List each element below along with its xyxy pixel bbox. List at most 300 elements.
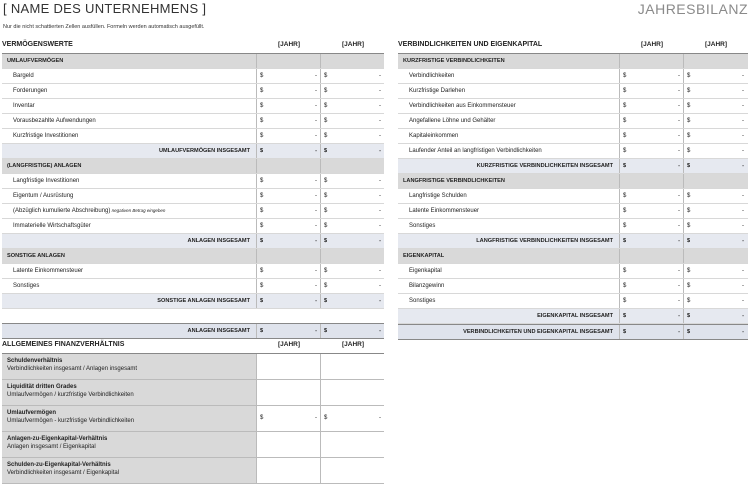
- line-item-row: [398, 264, 748, 279]
- ratio-value-cell: [320, 380, 385, 405]
- value-cell[interactable]: [619, 69, 684, 83]
- cell-value: -: [678, 118, 680, 124]
- line-item-row: [398, 99, 748, 114]
- section-header-row: [2, 249, 384, 264]
- label-text: Verbindlichkeiten: [409, 73, 455, 79]
- currency-symbol: $: [623, 163, 627, 169]
- label-text: Sonstiges: [409, 298, 436, 304]
- currency-symbol: $: [260, 88, 264, 94]
- value-cell: [256, 159, 321, 173]
- currency-symbol: $: [687, 329, 691, 335]
- currency-symbol: $: [324, 88, 328, 94]
- cell-value: -: [678, 193, 680, 199]
- cell-value: -: [379, 223, 381, 229]
- value-cell[interactable]: [619, 189, 684, 203]
- currency-symbol: $: [687, 223, 691, 229]
- cell-value: -: [379, 88, 381, 94]
- subtotal-row: [2, 234, 384, 249]
- currency-symbol: $: [623, 88, 627, 94]
- currency-symbol: $: [260, 223, 264, 229]
- value-cell: [320, 249, 385, 263]
- currency-symbol: $: [623, 329, 627, 335]
- line-item-label: [2, 279, 267, 293]
- year-header-1: [JAHR]: [277, 41, 301, 48]
- ratio-formula: Verbindlichkeiten insgesamt / Anlagen insgesamt: [7, 366, 138, 372]
- line-item-label: [398, 189, 630, 203]
- ratio-value-cell: [320, 432, 385, 457]
- line-item-row: [398, 84, 748, 99]
- cell-value: -: [742, 148, 744, 154]
- label-text: UMLAUFVERMÖGEN: [7, 58, 64, 64]
- value-cell[interactable]: [619, 204, 684, 218]
- grand-total-label: VERBINDLICHKEITEN UND EIGENKAPITAL INSGESAMT: [463, 329, 613, 335]
- ratio-value-cell: [256, 354, 321, 379]
- assets-panel: [2, 37, 384, 339]
- cell-value: -: [742, 238, 744, 244]
- cell-value: -: [742, 133, 744, 139]
- currency-symbol: $: [324, 73, 328, 79]
- value-cell[interactable]: [619, 264, 684, 278]
- line-item-row: [2, 189, 384, 204]
- ratio-formula: Verbindlichkeiten insgesamt / Eigenkapital: [7, 470, 120, 476]
- label-text: EIGENKAPITAL INSGESAMT: [537, 313, 613, 319]
- liabilities-panel: [398, 37, 748, 340]
- line-item-label: [398, 144, 630, 158]
- label-text: Verbindlichkeiten aus Einkommensteuer: [409, 103, 516, 109]
- ratio-name: Umlaufvermögen: [7, 410, 57, 416]
- cell-value: -: [379, 133, 381, 139]
- line-item-row: [398, 114, 748, 129]
- line-item-label: [2, 189, 267, 203]
- ratios-header: [2, 337, 384, 354]
- value-cell[interactable]: [619, 144, 684, 158]
- instruction-note: Nur die nicht schattierten Zellen ausfüllen. Formeln werden automatisch ausgefüllt.: [3, 24, 205, 30]
- value-cell[interactable]: [320, 264, 385, 278]
- ratio-label: [2, 380, 256, 405]
- spacer-row: [2, 309, 384, 323]
- line-item-row: [398, 219, 748, 234]
- value-cell[interactable]: [256, 204, 321, 218]
- ratio-label: [2, 354, 256, 379]
- currency-symbol: $: [687, 238, 691, 244]
- line-item-row: [2, 219, 384, 234]
- line-item-label: [398, 219, 630, 233]
- label-text: (LANGFRISTIGE) ANLAGEN: [7, 163, 82, 169]
- liabilities-header: [398, 37, 748, 54]
- cell-value: -: [678, 148, 680, 154]
- currency-symbol: $: [623, 118, 627, 124]
- value-cell: [683, 234, 748, 248]
- value-cell[interactable]: [683, 264, 748, 278]
- value-cell[interactable]: [256, 114, 321, 128]
- ratio-value-cell: [256, 432, 321, 457]
- year-header-2: [JAHR]: [341, 341, 365, 348]
- grand-total-row: [398, 324, 748, 340]
- label-text: Sonstiges: [409, 223, 436, 229]
- cell-value: -: [315, 208, 317, 214]
- value-cell[interactable]: [256, 174, 321, 188]
- cell-value: -: [742, 88, 744, 94]
- value-cell[interactable]: [256, 129, 321, 143]
- line-item-label: [2, 219, 267, 233]
- currency-symbol: $: [324, 238, 328, 244]
- cell-value: -: [315, 298, 317, 304]
- value-cell[interactable]: [683, 69, 748, 83]
- value-cell[interactable]: [256, 84, 321, 98]
- ratio-value-cell: [320, 458, 385, 483]
- currency-symbol: $: [687, 283, 691, 289]
- currency-symbol: $: [260, 415, 264, 421]
- label-text: LANGFRISTIGE VERBINDLICHKEITEN INSGESAMT: [476, 238, 613, 244]
- cell-value: -: [315, 193, 317, 199]
- value-cell[interactable]: [256, 69, 321, 83]
- cell-value: -: [678, 298, 680, 304]
- value-cell[interactable]: [619, 99, 684, 113]
- value-cell[interactable]: [619, 219, 684, 233]
- value-cell[interactable]: [320, 189, 385, 203]
- ratio-label: [2, 406, 256, 431]
- subtotal-label: [398, 159, 619, 173]
- section-header-row: [398, 54, 748, 69]
- section-label: [2, 159, 261, 173]
- line-item-row: [2, 84, 384, 99]
- cell-value: -: [678, 313, 680, 319]
- line-item-label: [398, 114, 630, 128]
- line-item-label: [2, 174, 267, 188]
- value-cell[interactable]: [256, 99, 321, 113]
- line-item-label: [2, 99, 267, 113]
- negative-amount-hint: negativen Betrag eingeben: [110, 208, 166, 213]
- line-item-row: [398, 189, 748, 204]
- value-cell[interactable]: [619, 279, 684, 293]
- label-text: Kurzfristige Darlehen: [409, 88, 466, 94]
- cell-value: -: [678, 163, 680, 169]
- subtotal-row: [2, 144, 384, 159]
- value-cell[interactable]: [619, 129, 684, 143]
- value-cell: [320, 54, 385, 68]
- line-item-row: [2, 129, 384, 144]
- currency-symbol: $: [260, 328, 264, 334]
- subtotal-label: [398, 234, 619, 248]
- value-cell: [256, 234, 321, 248]
- label-text: Laufender Anteil an langfristigen Verbindlichkeiten: [409, 148, 542, 154]
- currency-symbol: $: [324, 283, 328, 289]
- value-cell: [256, 324, 321, 338]
- cell-value: -: [315, 178, 317, 184]
- document-title: JAHRESBILANZ: [637, 1, 748, 17]
- value-cell: [256, 294, 321, 308]
- value-cell[interactable]: [320, 204, 385, 218]
- assets-header: [2, 37, 384, 54]
- currency-symbol: $: [687, 268, 691, 274]
- currency-symbol: $: [324, 223, 328, 229]
- currency-symbol: $: [324, 178, 328, 184]
- label-text: Vorausbezahlte Aufwendungen: [13, 118, 96, 124]
- value-cell: [619, 309, 684, 323]
- value-cell: [683, 159, 748, 173]
- label-text: KURZFRISTIGE VERBINDLICHKEITEN: [403, 58, 505, 64]
- ratio-row: [2, 458, 384, 484]
- value-cell[interactable]: [619, 294, 684, 308]
- subtotal-row: [2, 294, 384, 309]
- cell-value: -: [379, 268, 381, 274]
- currency-symbol: $: [687, 133, 691, 139]
- label-text: Eigenkapital: [409, 268, 442, 274]
- value-cell[interactable]: [683, 279, 748, 293]
- line-item-row: [2, 114, 384, 129]
- ratio-formula: Umlaufvermögen - kurzfristige Verbindlichkeiten: [7, 418, 135, 424]
- section-label: [2, 249, 261, 263]
- grand-total-label: ANLAGEN INSGESAMT: [187, 328, 250, 334]
- line-item-label: [398, 204, 630, 218]
- currency-symbol: $: [260, 238, 264, 244]
- line-item-row: [2, 279, 384, 294]
- currency-symbol: $: [623, 73, 627, 79]
- subtotal-label: [2, 294, 256, 308]
- value-cell[interactable]: [683, 294, 748, 308]
- subtotal-row: [398, 234, 748, 249]
- line-item-row: [2, 69, 384, 84]
- value-cell[interactable]: [320, 129, 385, 143]
- currency-symbol: $: [623, 148, 627, 154]
- cell-value: -: [315, 103, 317, 109]
- cell-value: -: [742, 223, 744, 229]
- liabilities-title: VERBINDLICHKEITEN UND EIGENKAPITAL: [398, 41, 543, 48]
- currency-symbol: $: [260, 298, 264, 304]
- line-item-row: [398, 204, 748, 219]
- cell-value: -: [678, 73, 680, 79]
- section-label: [398, 174, 624, 188]
- label-text: Immaterielle Wirtschaftsgüter: [13, 223, 91, 229]
- year-header-2: [JAHR]: [704, 41, 728, 48]
- value-cell[interactable]: [683, 114, 748, 128]
- currency-symbol: $: [324, 328, 328, 334]
- ratio-value-cell: [256, 380, 321, 405]
- currency-symbol: $: [324, 415, 328, 421]
- line-item-row: [398, 69, 748, 84]
- cell-value: -: [315, 283, 317, 289]
- line-item-label: [398, 69, 630, 83]
- value-cell: [256, 249, 321, 263]
- label-text: SONSTIGE ANLAGEN INSGESAMT: [157, 298, 250, 304]
- label-text: (Abzüglich kumulierte Abschreibung): [13, 208, 111, 214]
- currency-symbol: $: [260, 148, 264, 154]
- currency-symbol: $: [687, 298, 691, 304]
- cell-value: -: [678, 208, 680, 214]
- currency-symbol: $: [687, 208, 691, 214]
- line-item-label: [2, 129, 267, 143]
- subtotal-row: [398, 309, 748, 324]
- currency-symbol: $: [324, 268, 328, 274]
- ratio-name: Liquidität dritten Grades: [7, 384, 77, 390]
- value-cell[interactable]: [683, 129, 748, 143]
- cell-value: -: [742, 73, 744, 79]
- assets-title: VERMÖGENSWERTE: [2, 41, 73, 48]
- label-text: Eigentum / Ausrüstung: [13, 193, 74, 199]
- cell-value: -: [379, 298, 381, 304]
- value-cell: [619, 159, 684, 173]
- value-cell: [619, 234, 684, 248]
- currency-symbol: $: [623, 103, 627, 109]
- cell-value: -: [315, 118, 317, 124]
- ratio-row: [2, 406, 384, 432]
- line-item-label: [2, 204, 267, 218]
- cell-value: -: [742, 313, 744, 319]
- currency-symbol: $: [260, 283, 264, 289]
- cell-value: -: [742, 268, 744, 274]
- line-item-row: [398, 294, 748, 309]
- value-cell: [683, 309, 748, 323]
- value-cell[interactable]: [256, 264, 321, 278]
- label-text: ANLAGEN INSGESAMT: [187, 238, 250, 244]
- cell-value: -: [315, 133, 317, 139]
- value-cell: [683, 174, 748, 188]
- company-name[interactable]: [ NAME DES UNTERNEHMENS ]: [3, 1, 207, 16]
- year-header-1: [JAHR]: [640, 41, 664, 48]
- ratio-value-cell: [256, 458, 321, 483]
- value-cell: [683, 54, 748, 68]
- value-cell[interactable]: [320, 279, 385, 293]
- year-header-2: [JAHR]: [341, 41, 365, 48]
- ratio-row: [2, 380, 384, 406]
- label-text: Langfristige Schulden: [409, 193, 467, 199]
- cell-value: -: [678, 268, 680, 274]
- cell-value: -: [742, 118, 744, 124]
- currency-symbol: $: [260, 133, 264, 139]
- section-header-row: [398, 174, 748, 189]
- label-text: Kurzfristige Investitionen: [13, 133, 79, 139]
- line-item-label: [398, 84, 630, 98]
- ratio-row: [2, 354, 384, 380]
- value-cell[interactable]: [619, 114, 684, 128]
- currency-symbol: $: [623, 208, 627, 214]
- value-cell: [256, 144, 321, 158]
- cell-value: -: [379, 208, 381, 214]
- cell-value: -: [678, 238, 680, 244]
- line-item-row: [2, 264, 384, 279]
- ratio-formula: Anlagen insgesamt / Eigenkapital: [7, 444, 96, 450]
- label-text: Bargeld: [13, 73, 34, 79]
- value-cell[interactable]: [320, 114, 385, 128]
- line-item-label: [2, 84, 267, 98]
- ratios-panel: [2, 337, 384, 484]
- value-cell: [619, 249, 684, 263]
- line-item-label: [398, 279, 630, 293]
- value-cell[interactable]: [683, 189, 748, 203]
- ratio-value-cell: [320, 406, 385, 431]
- subtotal-label: [398, 309, 619, 323]
- section-label: [398, 249, 624, 263]
- ratio-formula: Umlaufvermögen / kurzfristige Verbindlichkeiten: [7, 392, 134, 398]
- currency-symbol: $: [687, 73, 691, 79]
- currency-symbol: $: [687, 193, 691, 199]
- value-cell: [320, 159, 385, 173]
- subtotal-row: [398, 159, 748, 174]
- cell-value: -: [742, 103, 744, 109]
- label-text: EIGENKAPITAL: [403, 253, 445, 259]
- line-item-label: [398, 129, 630, 143]
- value-cell: [320, 294, 385, 308]
- value-cell[interactable]: [320, 174, 385, 188]
- value-cell: [320, 144, 385, 158]
- cell-value: -: [315, 223, 317, 229]
- cell-value: -: [742, 163, 744, 169]
- currency-symbol: $: [260, 208, 264, 214]
- value-cell[interactable]: [320, 219, 385, 233]
- cell-value: -: [678, 88, 680, 94]
- cell-value: -: [742, 329, 744, 335]
- line-item-row: [2, 174, 384, 189]
- currency-symbol: $: [687, 103, 691, 109]
- cell-value: -: [379, 415, 381, 421]
- value-cell: [320, 234, 385, 248]
- value-cell: [256, 54, 321, 68]
- ratio-row: [2, 432, 384, 458]
- value-cell[interactable]: [320, 99, 385, 113]
- currency-symbol: $: [260, 103, 264, 109]
- currency-symbol: $: [687, 148, 691, 154]
- cell-value: -: [379, 283, 381, 289]
- cell-value: -: [379, 178, 381, 184]
- value-cell: [683, 249, 748, 263]
- currency-symbol: $: [687, 163, 691, 169]
- value-cell[interactable]: [320, 84, 385, 98]
- cell-value: -: [315, 328, 317, 334]
- label-text: Sonstiges: [13, 283, 40, 289]
- cell-value: -: [315, 73, 317, 79]
- value-cell[interactable]: [256, 189, 321, 203]
- subtotal-label: [2, 234, 256, 248]
- line-item-label: [398, 99, 630, 113]
- value-cell[interactable]: [683, 144, 748, 158]
- value-cell[interactable]: [683, 204, 748, 218]
- currency-symbol: $: [324, 208, 328, 214]
- ratio-name: Anlagen-zu-Eigenkapital-Verhältnis: [7, 436, 108, 442]
- currency-symbol: $: [687, 88, 691, 94]
- cell-value: -: [742, 298, 744, 304]
- value-cell[interactable]: [683, 84, 748, 98]
- label-text: LANGFRISTIGE VERBINDLICHKEITEN: [403, 178, 505, 184]
- currency-symbol: $: [324, 298, 328, 304]
- currency-symbol: $: [260, 193, 264, 199]
- label-text: Forderungen: [13, 88, 48, 94]
- value-cell: [619, 174, 684, 188]
- label-text: KURZFRISTIGE VERBINDLICHKEITEN INSGESAMT: [476, 163, 613, 169]
- currency-symbol: $: [260, 118, 264, 124]
- value-cell[interactable]: [256, 219, 321, 233]
- currency-symbol: $: [623, 223, 627, 229]
- value-cell[interactable]: [683, 219, 748, 233]
- value-cell[interactable]: [683, 99, 748, 113]
- currency-symbol: $: [623, 283, 627, 289]
- currency-symbol: $: [260, 73, 264, 79]
- section-header-row: [2, 159, 384, 174]
- cell-value: -: [678, 329, 680, 335]
- value-cell[interactable]: [320, 69, 385, 83]
- currency-symbol: $: [324, 103, 328, 109]
- label-text: Inventar: [13, 103, 35, 109]
- section-header-row: [2, 54, 384, 69]
- line-item-row: [398, 129, 748, 144]
- section-header-row: [398, 249, 748, 264]
- currency-symbol: $: [324, 193, 328, 199]
- value-cell[interactable]: [256, 279, 321, 293]
- line-item-label: [2, 264, 267, 278]
- currency-symbol: $: [260, 178, 264, 184]
- assets-rows: [2, 54, 384, 339]
- value-cell[interactable]: [619, 84, 684, 98]
- ratios-rows: [2, 354, 384, 484]
